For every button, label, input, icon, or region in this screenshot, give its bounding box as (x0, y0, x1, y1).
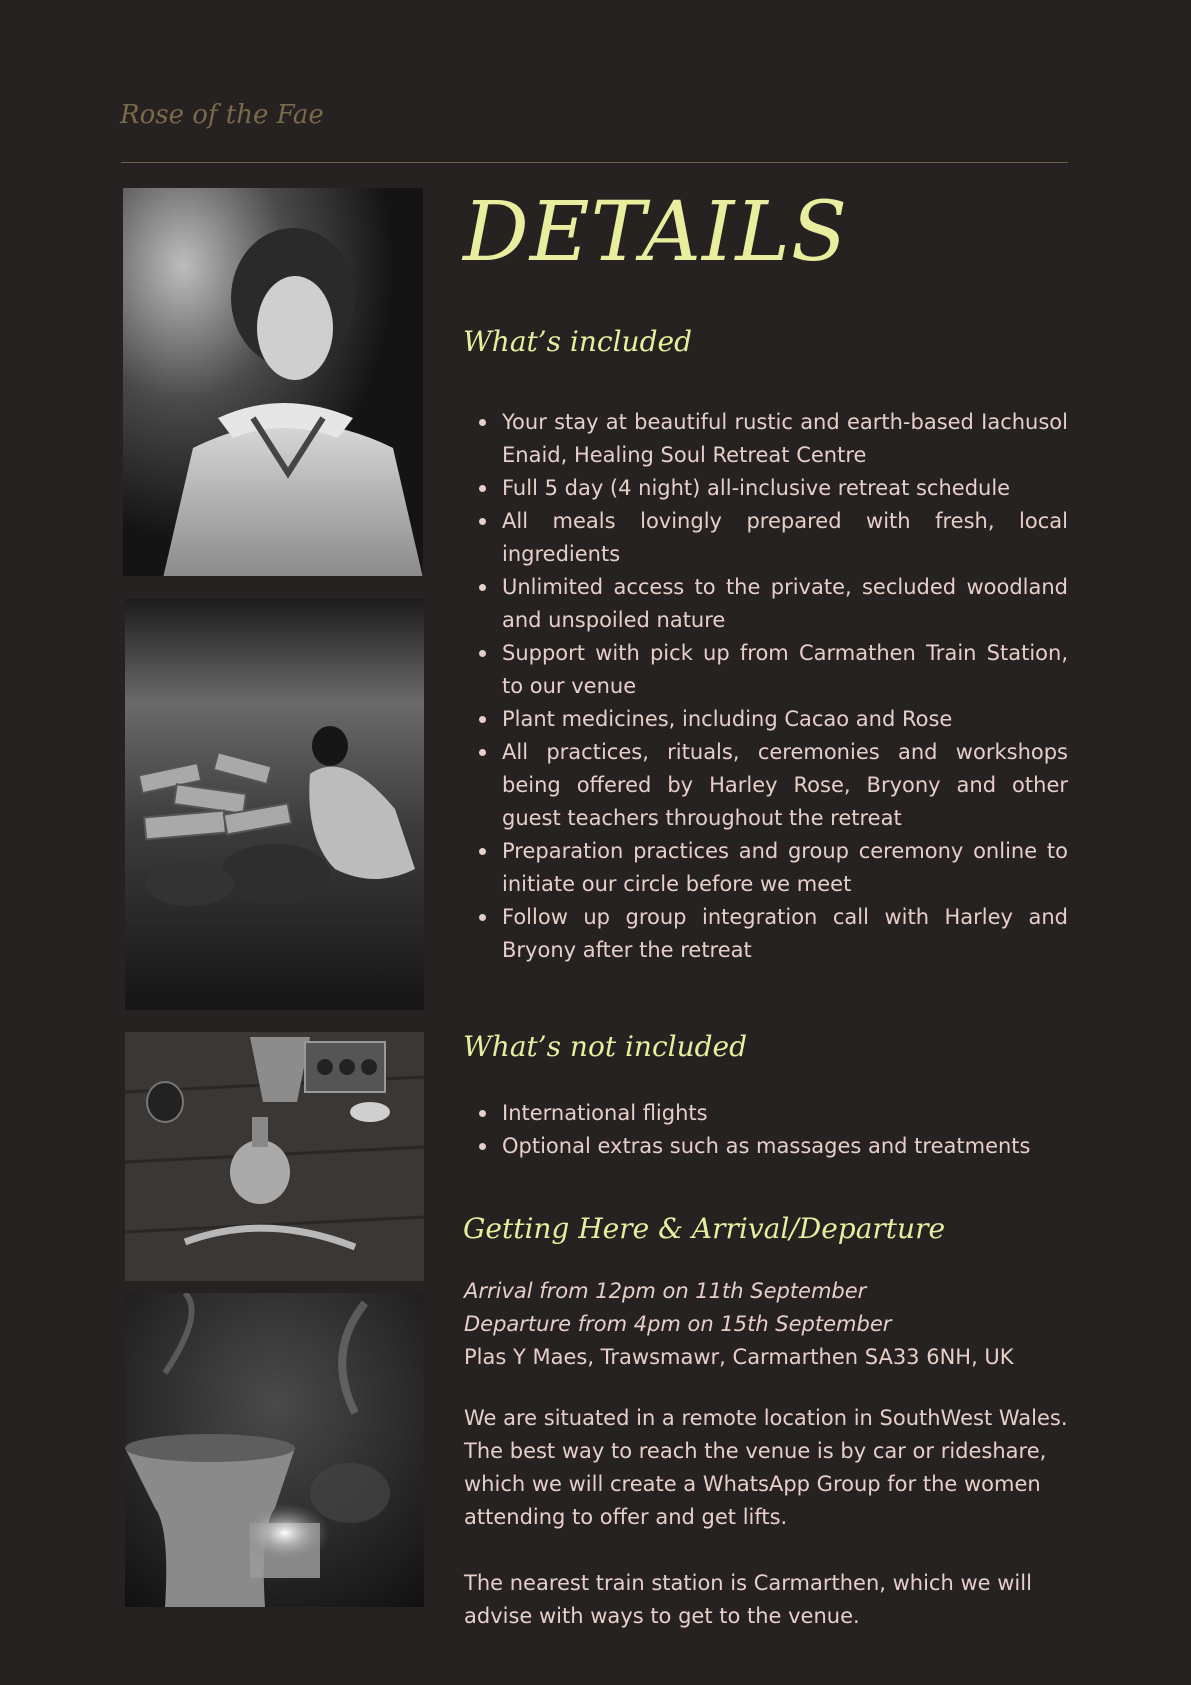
list-item: Preparation practices and group ceremony online to initiate our circle before we meet (502, 835, 1068, 901)
list-item: All practices, rituals, ceremonies and workshops being offered by Harley Rose, Bryony and other guest teachers throughout the retreat (502, 736, 1068, 835)
list-item: Unlimited access to the private, secluded woodland and unspoiled nature (502, 571, 1068, 637)
paragraph-line: attending to offer and get lifts. (464, 1505, 788, 1529)
location-paragraph (464, 1402, 1084, 1534)
paragraph-line: advise with ways to get to the venue. (464, 1604, 860, 1628)
woman-eyes-closed-photo (123, 188, 423, 576)
paragraph-line: We are situated in a remote location in SouthWest Wales. (464, 1406, 1068, 1430)
page-title: DETAILS (463, 185, 849, 280)
list-item: All meals lovingly prepared with fresh, local ingredients (502, 505, 1068, 571)
list-item: Plant medicines, including Cacao and Rose (502, 703, 1068, 736)
woman-by-fire-photo (125, 599, 424, 1010)
ritual-objects-table-photo (125, 1032, 424, 1281)
list-item: International flights (502, 1097, 1068, 1130)
not-included-heading: What’s not included (463, 1030, 748, 1063)
list-item: Optional extras such as massages and treatments (502, 1130, 1068, 1163)
train-paragraph (464, 1567, 1084, 1633)
brand-name: Rose of the Fae (120, 100, 324, 130)
list-item: Full 5 day (4 night) all-inclusive retreat schedule (502, 472, 1068, 505)
not-included-list (463, 1097, 1068, 1163)
arrival-time: Arrival from 12pm on 11th September (464, 1279, 867, 1303)
getting-here-heading: Getting Here & Arrival/Departure (463, 1212, 946, 1245)
arrival-departure-info (464, 1275, 1084, 1374)
list-item: Support with pick up from Carmathen Train Station, to our venue (502, 637, 1068, 703)
smoke-cup-candle-photo (125, 1293, 424, 1607)
list-item: Follow up group integration call with Harley and Bryony after the retreat (502, 901, 1068, 967)
venue-address: Plas Y Maes, Trawsmawr, Carmarthen SA33 6NH, UK (464, 1345, 1014, 1369)
departure-time: Departure from 4pm on 15th September (464, 1312, 892, 1336)
header-divider (121, 162, 1068, 163)
paragraph-line: The nearest train station is Carmarthen, which we will (464, 1571, 1032, 1595)
included-heading: What’s included (463, 325, 693, 358)
included-list (463, 406, 1068, 967)
list-item: Your stay at beautiful rustic and earth-based Iachusol Enaid, Healing Soul Retreat Centre (502, 406, 1068, 472)
paragraph-line: which we will create a WhatsApp Group for the women (464, 1472, 1041, 1496)
paragraph-line: The best way to reach the venue is by car or rideshare, (464, 1439, 1047, 1463)
